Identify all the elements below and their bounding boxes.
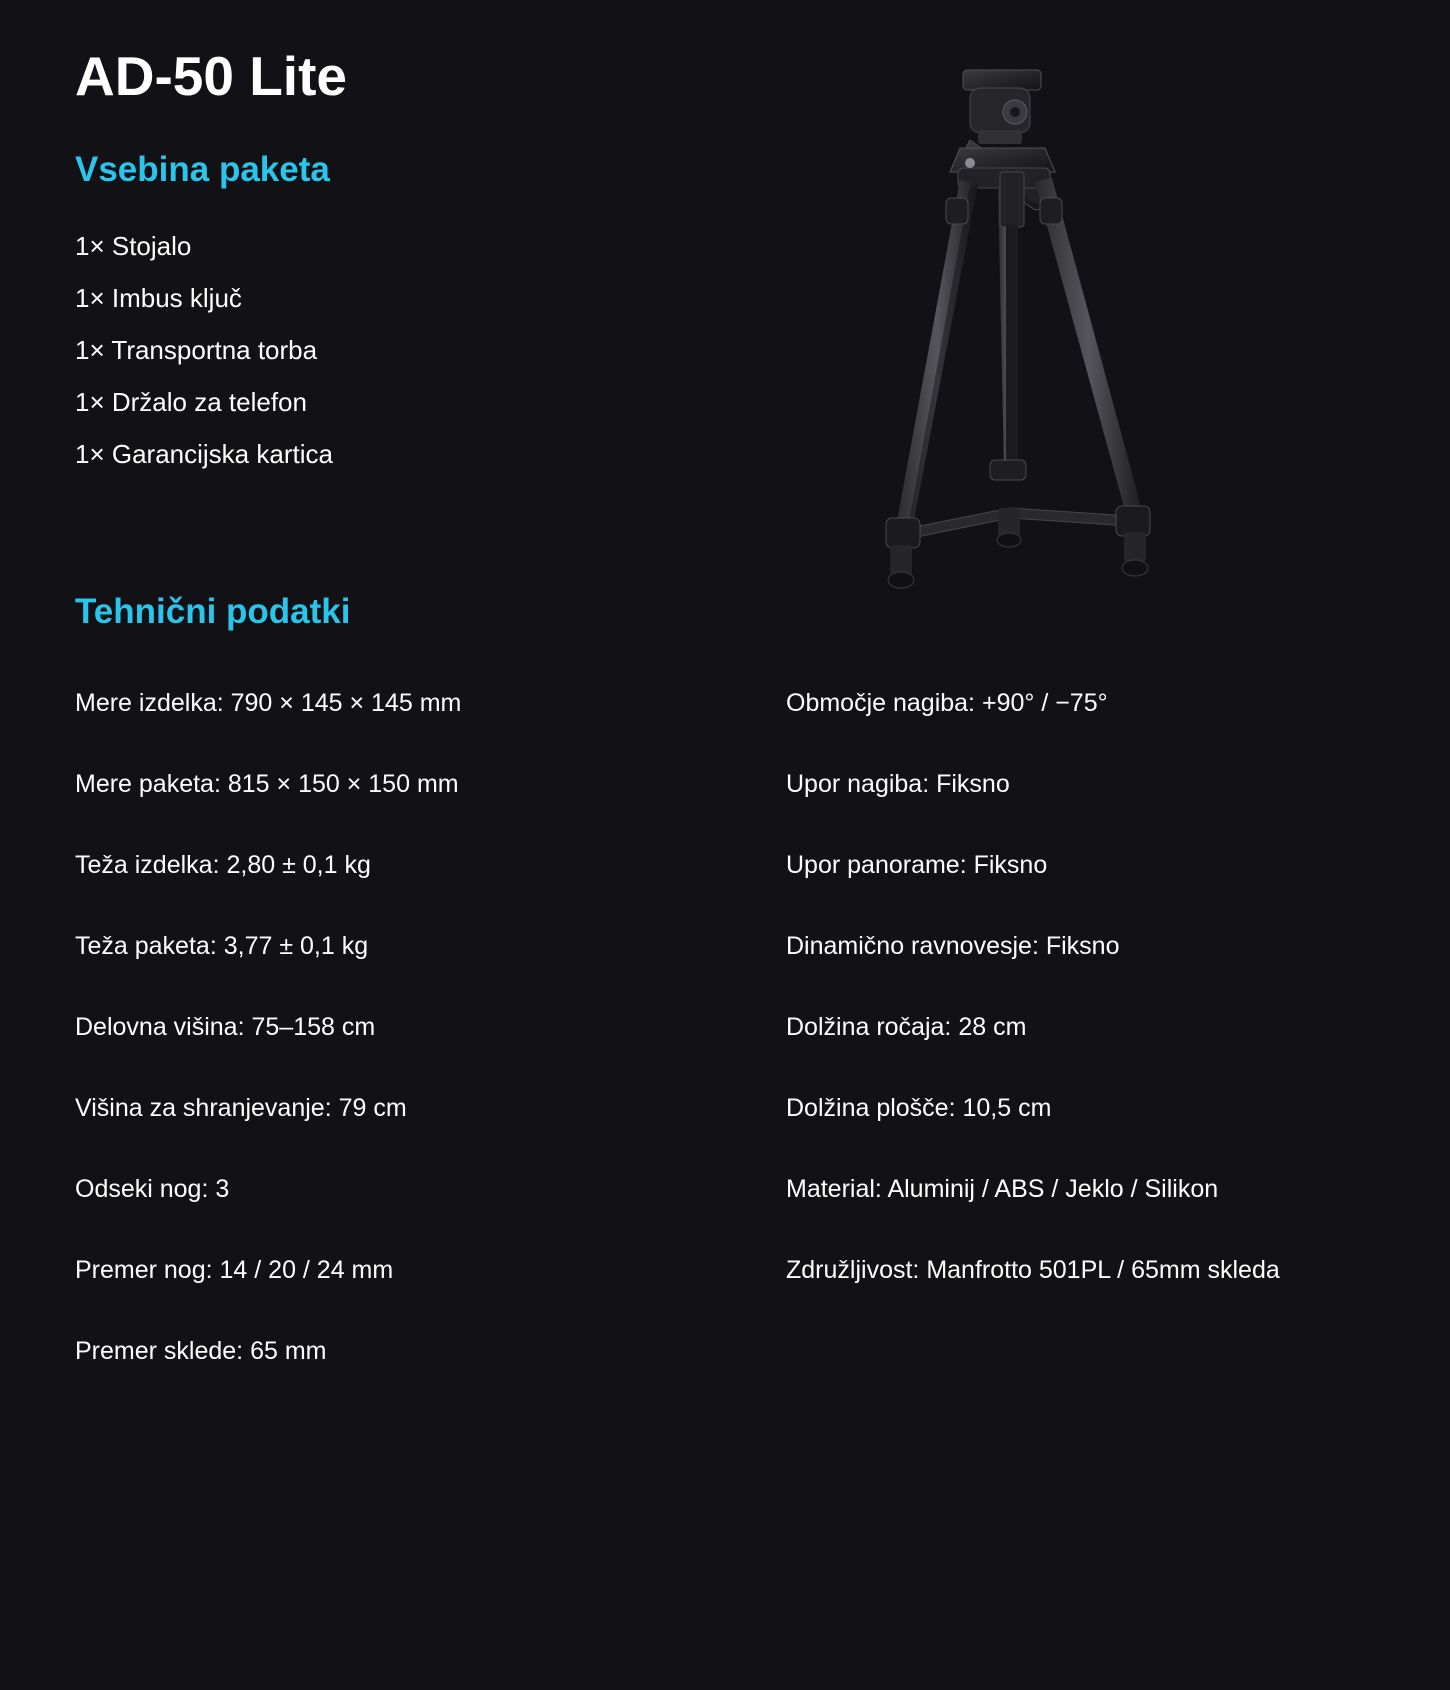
spec-label: Mere izdelka:	[75, 689, 224, 717]
spec-label: Odseki nog:	[75, 1175, 209, 1203]
spec-label: Teža paketa:	[75, 932, 217, 960]
package-item: 1× Transportna torba	[75, 335, 318, 365]
spec-label: Premer sklede:	[75, 1337, 244, 1365]
spec-label: Premer nog:	[75, 1256, 213, 1284]
spec-label: Mere paketa:	[75, 770, 221, 798]
spec-value: 3	[215, 1175, 230, 1203]
spec-label: Material:	[786, 1175, 882, 1203]
spec-value: Fiksno	[973, 851, 1048, 879]
spec-value: 79 cm	[338, 1094, 407, 1122]
spec-value: 790 × 145 × 145 mm	[230, 689, 462, 717]
product-image	[820, 40, 1240, 630]
spec-item	[75, 825, 461, 906]
spec-value: 10,5 cm	[962, 1094, 1052, 1122]
spec-label: Teža izdelka:	[75, 851, 220, 879]
spec-label: Upor nagiba:	[786, 770, 930, 798]
spec-label: Delovna višina:	[75, 1013, 245, 1041]
spec-label: Združljivost:	[786, 1256, 920, 1284]
spec-item	[786, 744, 1280, 825]
package-item: 1× Držalo za telefon	[75, 387, 307, 417]
spec-item	[786, 663, 1280, 744]
spec-item	[786, 1230, 1280, 1311]
spec-item	[786, 1068, 1280, 1149]
spec-label: Upor panorame:	[786, 851, 967, 879]
spec-value: 2,80 ± 0,1 kg	[226, 851, 371, 879]
spec-value: Manfrotto 501PL / 65mm skleda	[926, 1256, 1280, 1284]
spec-label: Dolžina ročaja:	[786, 1013, 952, 1041]
spec-label: Dolžina plošče:	[786, 1094, 956, 1122]
spec-item	[786, 987, 1280, 1068]
package-contents-heading: Vsebina paketa	[75, 150, 330, 189]
spec-item	[75, 987, 461, 1068]
package-item: 1× Garancijska kartica	[75, 439, 333, 469]
spec-value: +90° / −75°	[981, 689, 1108, 717]
spec-item	[75, 744, 461, 825]
spec-item	[786, 906, 1280, 987]
spec-value: 14 / 20 / 24 mm	[219, 1256, 394, 1284]
spec-label: Dinamično ravnovesje:	[786, 932, 1039, 960]
specs-right-column	[786, 663, 1280, 1311]
specs-left-column	[75, 663, 461, 1392]
spec-item	[75, 1068, 461, 1149]
package-contents-list	[75, 220, 333, 480]
spec-label: Območje nagiba:	[786, 689, 976, 717]
spec-item	[75, 1149, 461, 1230]
package-item: 1× Imbus ključ	[75, 283, 242, 313]
product-title: AD-50 Lite	[75, 45, 347, 107]
spec-value: 75–158 cm	[251, 1013, 376, 1041]
package-item: 1× Stojalo	[75, 231, 192, 261]
spec-item	[75, 1230, 461, 1311]
spec-value: Aluminij / ABS / Jeklo / Silikon	[887, 1175, 1219, 1203]
spec-value: Fiksno	[936, 770, 1010, 798]
spec-item	[786, 1149, 1280, 1230]
spec-item	[75, 1311, 461, 1392]
spec-item	[75, 663, 461, 744]
spec-value: 28 cm	[958, 1013, 1027, 1041]
spec-item	[786, 825, 1280, 906]
spec-item	[75, 906, 461, 987]
spec-label: Višina za shranjevanje:	[75, 1094, 332, 1122]
spec-value: 65 mm	[250, 1337, 327, 1365]
tripod-icon	[820, 40, 1240, 630]
technical-specs-heading: Tehnični podatki	[75, 592, 351, 631]
spec-value: 3,77 ± 0,1 kg	[223, 932, 369, 960]
spec-value: Fiksno	[1045, 932, 1120, 960]
spec-value: 815 × 150 × 150 mm	[227, 770, 459, 798]
